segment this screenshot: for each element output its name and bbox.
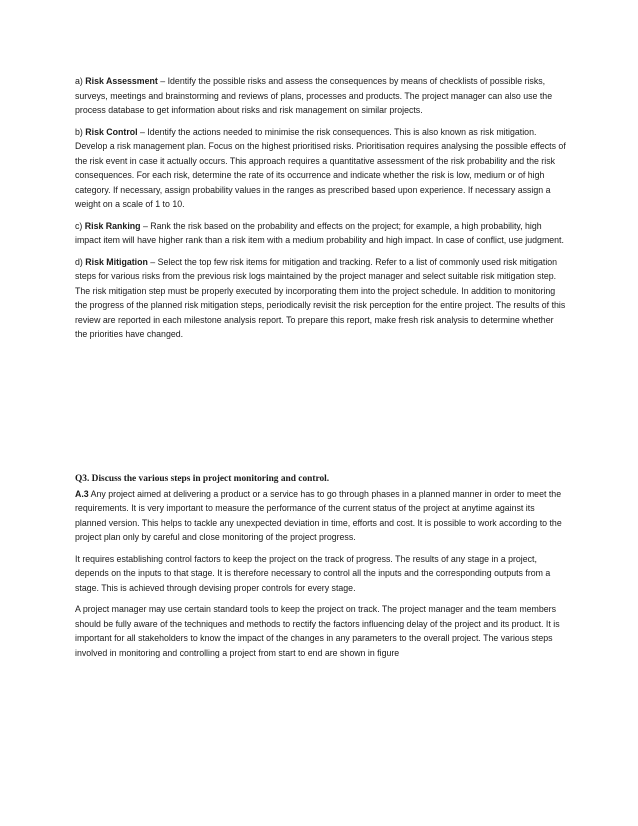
item-prefix: c) [75,220,85,231]
answer-text: Any project aimed at delivering a product or a service has to go through phases in a planned manner in order to meet the requirements. It is very important to measure the performance of the current status of the project at anytime against its planned version. This helps to tackle any unexpected deviation in time, efforts and cost. It is possible to work according to the project plan only by careful and close monitoring of the project progress. [75,488,562,542]
risk-ranking-text: – Rank the risk based on the probability and effects on the project; for example, a high probability, high impact item will have higher rank than a risk item with a medium probability and high impact. In case of conflict, use judgment. [75,220,564,245]
standard-tools-paragraph: A project manager may use certain standard tools to keep the project on track. The project manager and the team members should be fully aware of the techniques and methods to rectify the factors influencing delay of the project and its product. It is important for all stakeholders to know the impact of the changes in any parameters to the overall project. The various steps involved in monitoring and controlling a project from start to end are shown in figure [75,604,560,658]
risk-mitigation-paragraph [75,255,567,342]
answer-label: A.3 [75,488,89,499]
risk-ranking-term: Risk Ranking [84,220,141,231]
risk-assessment-paragraph [75,74,567,118]
risk-mitigation-text: – Select the top few risk items for mitigation and tracking. Refer to a list of commonly used risk mitigation steps for various risks from the previous risk logs maintained by the project manager and select suitable risk mitigation step. The risk mitigation step must be properly executed by incorporating them into the project schedule. In addition to monitoring the progress of the planned risk mitigation steps, periodically revisit the risk perception for the entire project. The results of this review are reported in each milestone analysis report. To prepare this report, make fresh risk analysis to determine whether the priorities have changed. [75,256,566,339]
risk-assessment-term: Risk Assessment [85,76,158,86]
q3-section [75,471,567,660]
control-factors-paragraph: It requires establishing control factors to keep the project on the track of progress. The results of any stage in a project, depends on the inputs to that stage. It is therefore necessary to control all the inputs and the corresponding outputs from a stage. This is achieved through devising proper controls for every stage. [75,553,551,593]
risk-control-term: Risk Control [85,126,138,137]
q3-question-heading: Q3. Discuss the various steps in project monitoring and control. [75,474,330,484]
risk-ranking-paragraph [75,219,567,248]
risk-control-text: – Identify the actions needed to minimise the risk consequences. This is also known as risk mitigation. Develop a risk management plan. Focus on the highest prioritised risks. Prioritisation requires analysing the possible effects of the risk event in case it actually occurs. This approach requires a quantitative assessment of the risk probability and the risk consequences. For each risk, determine the rate of its occurrence and indicate whether the risk is low, medium or of high category. If necessary, assign probability values in the ranges as prescribed based upon experience. If necessary assign a weight on a scale of 1 to 10. [75,126,566,209]
risk-steps-section [75,74,567,342]
item-prefix: d) [75,256,86,267]
risk-control-paragraph [75,125,567,212]
risk-mitigation-term: Risk Mitigation [85,256,148,267]
item-prefix: b) [75,126,86,137]
q3-question-answer-paragraph [75,471,567,545]
item-prefix: a) [75,76,86,86]
risk-assessment-text: – Identify the possible risks and assess the consequences by means of checklists of possible risks, surveys, meetings and brainstorming and reviews of plans, processes and products. The project manager can also use the process database to get information about risks and risk management on similar projects. [75,76,553,115]
